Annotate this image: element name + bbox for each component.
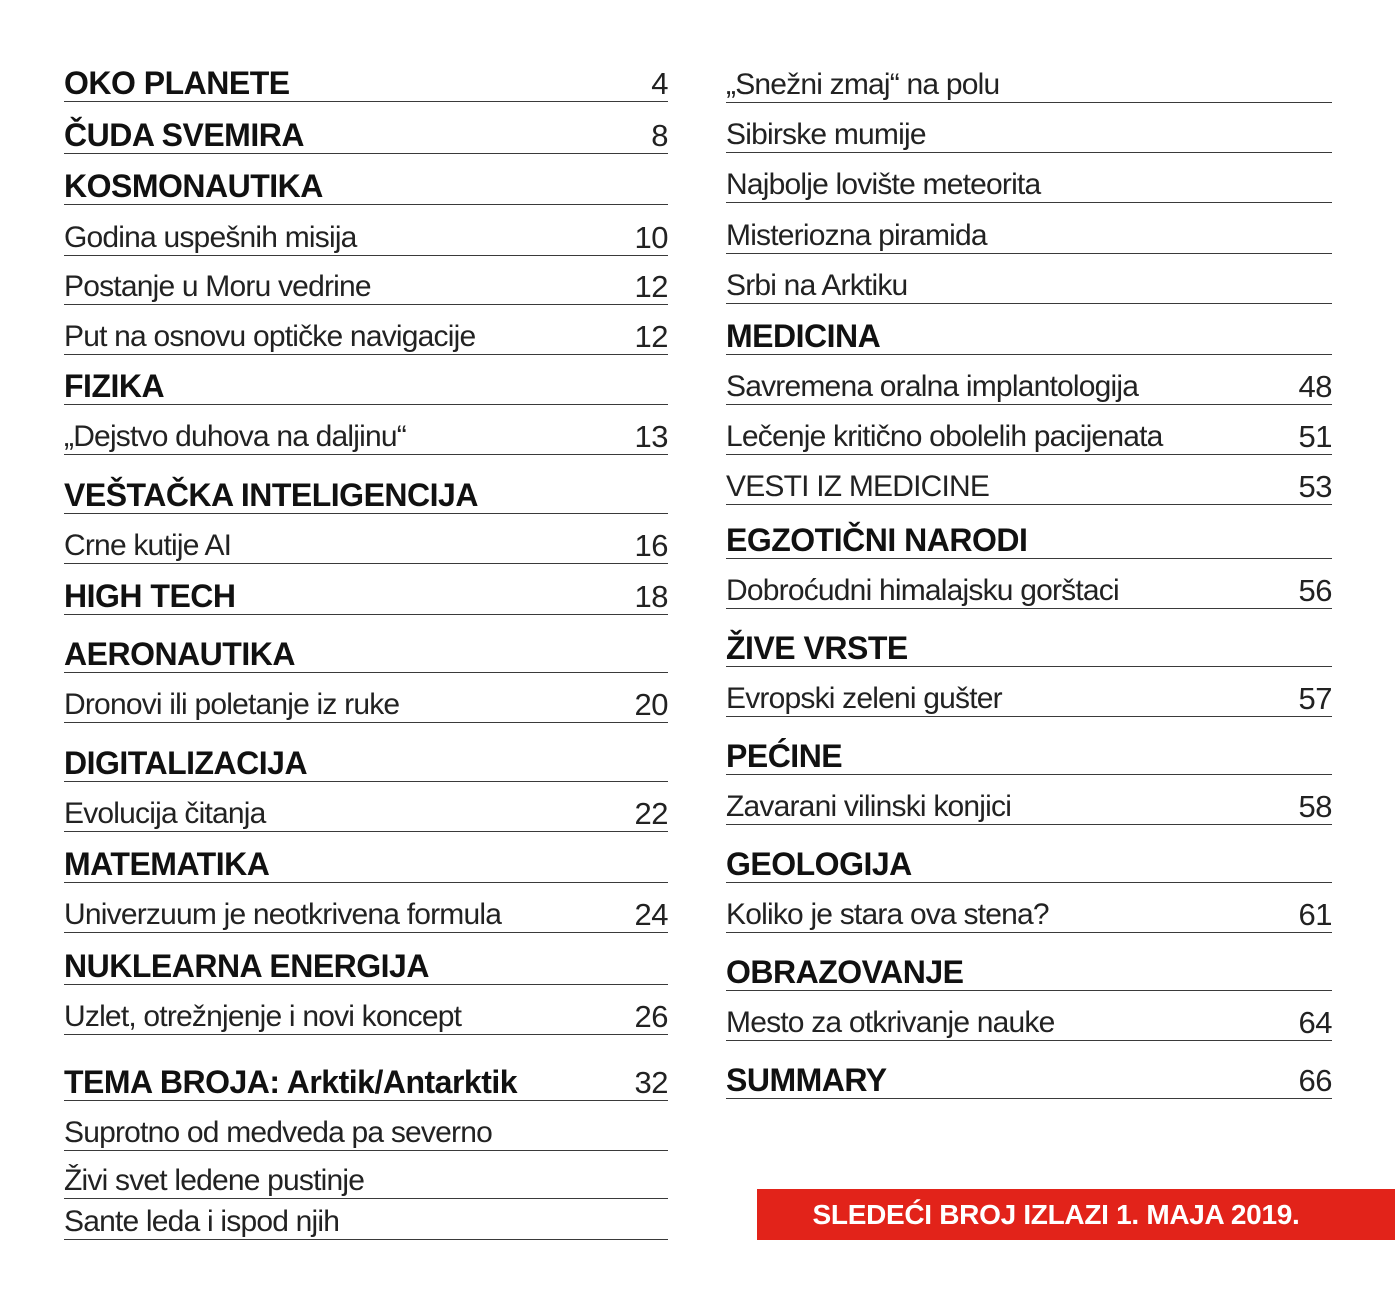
toc-page-number: 16 [634, 528, 668, 563]
toc-section-heading [64, 843, 668, 883]
toc-page-number: 22 [634, 796, 668, 831]
toc-title: FIZIKA [64, 368, 165, 404]
toc-title: NUKLEARNA ENERGIJA [64, 948, 429, 984]
toc-entry [726, 1001, 1332, 1041]
toc-entry [726, 163, 1332, 203]
toc-entry [64, 683, 668, 723]
toc-title: Mesto za otkrivanje nauke [726, 1006, 1055, 1039]
toc-entry [64, 415, 668, 455]
toc-title: Univerzuum je neotkrivena formula [64, 898, 502, 931]
toc-section-heading [726, 315, 1332, 355]
toc-title: Put na osnovu optičke navigacije [64, 320, 476, 353]
toc-title: GEOLOGIJA [726, 846, 912, 882]
toc-page-number: 24 [634, 897, 668, 932]
toc-page-number: 51 [1298, 419, 1332, 454]
toc-page-number: 4 [651, 66, 668, 101]
toc-title: KOSMONAUTIKA [64, 168, 323, 204]
toc-page-number: 13 [634, 419, 668, 454]
toc-title: Evropski zeleni gušter [726, 682, 1002, 715]
toc-title: Sante leda i ispod njih [64, 1205, 340, 1238]
toc-page-number: 61 [1298, 897, 1332, 932]
toc-entry [64, 792, 668, 832]
toc-section-heading [726, 627, 1332, 667]
toc-title: HIGH TECH [64, 578, 236, 614]
toc-section-heading [64, 945, 668, 985]
toc-title: OBRAZOVANJE [726, 954, 964, 990]
toc-entry [64, 1200, 668, 1240]
toc-title: Uzlet, otrežnjenje i novi koncept [64, 1000, 462, 1033]
toc-section-heading [64, 114, 668, 154]
toc-entry [726, 893, 1332, 933]
toc-page-number: 66 [1298, 1063, 1332, 1098]
toc-page-number: 56 [1298, 573, 1332, 608]
toc-entry [64, 524, 668, 564]
toc-title: MATEMATIKA [64, 846, 270, 882]
toc-entry [726, 415, 1332, 455]
toc-entry [726, 365, 1332, 405]
toc-page-number: 10 [634, 220, 668, 255]
toc-entry [726, 113, 1332, 153]
toc-title: Savremena oralna implantologija [726, 370, 1139, 403]
toc-title: Živi svet ledene pustinje [64, 1164, 365, 1197]
toc-entry [726, 214, 1332, 254]
toc-title: Zavarani vilinski konjici [726, 790, 1012, 823]
toc-title: Misteriozna piramida [726, 219, 987, 252]
toc-section-heading [64, 365, 668, 405]
toc-title: ČUDA SVEMIRA [64, 117, 304, 153]
toc-section-heading [726, 1059, 1332, 1099]
toc-title: Godina uspešnih misija [64, 221, 357, 254]
toc-section-heading [64, 575, 668, 615]
toc-page-number: 12 [634, 269, 668, 304]
toc-title: Postanje u Moru vedrine [64, 270, 371, 303]
toc-entry [726, 785, 1332, 825]
toc-section-heading [64, 633, 668, 673]
toc-title: OKO PLANETE [64, 65, 290, 101]
toc-page-number: 53 [1298, 469, 1332, 504]
toc-page-number: 12 [634, 319, 668, 354]
toc-section-heading [726, 519, 1332, 559]
toc-section-heading [726, 735, 1332, 775]
toc-title: Najbolje lovište meteorita [726, 168, 1041, 201]
toc-title: Srbi na Arktiku [726, 269, 908, 302]
toc-page-number: 64 [1298, 1005, 1332, 1040]
toc-entry [726, 465, 1332, 505]
toc-section-heading [726, 951, 1332, 991]
toc-entry [64, 1159, 668, 1199]
toc-entry [64, 315, 668, 355]
toc-entry [64, 265, 668, 305]
toc-title: AERONAUTIKA [64, 636, 295, 672]
toc-page-number: 57 [1298, 681, 1332, 716]
toc-section-heading [64, 742, 668, 782]
toc-title: ŽIVE VRSTE [726, 630, 908, 666]
toc-section-heading [64, 474, 668, 514]
toc-title: VESTI IZ MEDICINE [726, 470, 990, 503]
toc-title: „Snežni zmaj“ na polu [726, 68, 1000, 101]
toc-entry [726, 264, 1332, 304]
toc-title: Koliko je stara ova stena? [726, 898, 1049, 931]
toc-title: TEMA BROJA: Arktik/Antarktik [64, 1064, 518, 1100]
toc-page-number: 58 [1298, 789, 1332, 824]
toc-title: Sibirske mumije [726, 118, 926, 151]
toc-title: Evolucija čitanja [64, 797, 266, 830]
toc-section-heading [64, 62, 668, 102]
toc-title: EGZOTIČNI NARODI [726, 522, 1028, 558]
toc-page-number: 18 [634, 579, 668, 614]
toc-entry [64, 216, 668, 256]
toc-title: DIGITALIZACIJA [64, 745, 308, 781]
toc-title: „Dejstvo duhova na daljinu“ [64, 420, 406, 453]
toc-section-heading [64, 1061, 668, 1101]
toc-title: Lečenje kritično obolelih pacijenata [726, 420, 1163, 453]
toc-title: PEĆINE [726, 738, 843, 774]
toc-entry [64, 893, 668, 933]
toc-title: Dronovi ili poletanje iz ruke [64, 688, 400, 721]
toc-title: VEŠTAČKA INTELIGENCIJA [64, 477, 478, 513]
toc-title: MEDICINA [726, 318, 881, 354]
toc-title: Suprotno od medveda pa severno [64, 1116, 492, 1149]
toc-title: Crne kutije AI [64, 529, 232, 562]
toc-entry [64, 1111, 668, 1151]
next-issue-banner: SLEDEĆI BROJ IZLAZI 1. MAJA 2019. [757, 1189, 1395, 1240]
toc-page-number: 26 [634, 999, 668, 1034]
toc-entry [64, 995, 668, 1035]
toc-page-number: 8 [651, 118, 668, 153]
toc-entry [726, 63, 1332, 103]
toc-title: SUMMARY [726, 1062, 887, 1098]
toc-section-heading [64, 165, 668, 205]
toc-entry [726, 677, 1332, 717]
toc-title: Dobroćudni himalajsku gorštaci [726, 574, 1119, 607]
toc-entry [726, 569, 1332, 609]
toc-page-number: 32 [634, 1065, 668, 1100]
toc-section-heading [726, 843, 1332, 883]
toc-page-number: 48 [1298, 369, 1332, 404]
toc-page-number: 20 [634, 687, 668, 722]
